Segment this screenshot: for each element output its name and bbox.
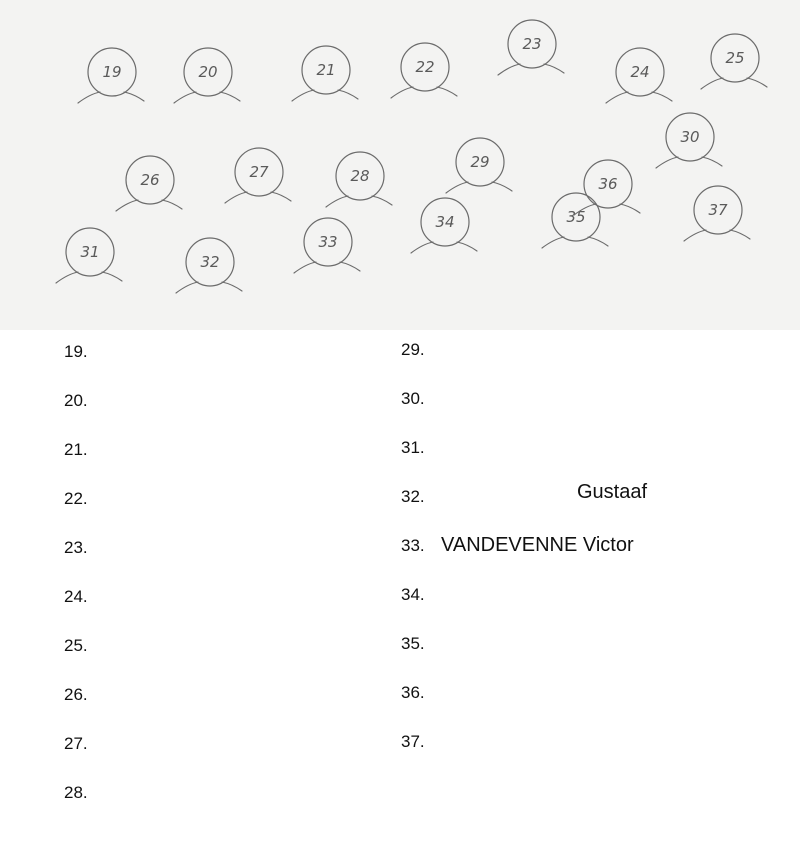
legend-entry bbox=[64, 489, 88, 509]
head-sketch-drawing bbox=[0, 0, 800, 330]
figure-number-label: 30 bbox=[680, 128, 700, 146]
figure-26 bbox=[116, 156, 182, 211]
entry-number: 32. bbox=[401, 487, 425, 506]
figure-number-label: 19 bbox=[102, 63, 122, 81]
name-legend bbox=[0, 330, 800, 846]
entry-number: 21. bbox=[64, 440, 88, 459]
figure-number-label: 31 bbox=[80, 243, 100, 261]
figure-29 bbox=[446, 138, 512, 193]
legend-entry bbox=[64, 685, 88, 705]
shoulder-lines bbox=[56, 272, 122, 283]
shoulder-lines bbox=[116, 200, 182, 211]
legend-entry bbox=[64, 636, 88, 656]
entry-number: 25. bbox=[64, 636, 88, 655]
figure-number-label: 23 bbox=[522, 35, 542, 53]
entry-number: 22. bbox=[64, 489, 88, 508]
legend-entry bbox=[401, 585, 425, 605]
entry-number: 34. bbox=[401, 585, 425, 604]
entry-number: 24. bbox=[64, 587, 88, 606]
entry-number: 35. bbox=[401, 634, 425, 653]
legend-entry bbox=[64, 783, 88, 803]
figure-33 bbox=[294, 218, 360, 273]
shoulder-lines bbox=[78, 92, 144, 103]
figure-25 bbox=[701, 34, 767, 89]
legend-entry bbox=[64, 342, 88, 362]
entry-number: 33. bbox=[401, 536, 425, 555]
entry-number: 29. bbox=[401, 340, 425, 359]
figure-34 bbox=[411, 198, 477, 253]
shoulder-lines bbox=[174, 92, 240, 103]
legend-entry bbox=[401, 534, 634, 556]
entry-name: Gustaaf bbox=[577, 481, 648, 503]
legend-entry bbox=[64, 734, 88, 754]
legend-entry bbox=[64, 587, 88, 607]
shoulder-lines bbox=[225, 192, 291, 203]
entry-number: 37. bbox=[401, 732, 425, 751]
figure-number-label: 29 bbox=[470, 153, 490, 171]
figure-21 bbox=[292, 46, 358, 101]
shoulder-lines bbox=[684, 230, 750, 241]
shoulder-lines bbox=[446, 182, 512, 193]
shoulder-lines bbox=[294, 262, 360, 273]
shoulder-lines bbox=[606, 92, 672, 103]
entry-number: 31. bbox=[401, 438, 425, 457]
legend-entry bbox=[401, 683, 425, 703]
sketch-canvas bbox=[0, 0, 800, 330]
entry-number: 23. bbox=[64, 538, 88, 557]
figure-number-label: 25 bbox=[725, 49, 745, 67]
entry-number: 26. bbox=[64, 685, 88, 704]
legend-entry bbox=[64, 538, 88, 558]
figure-37 bbox=[684, 186, 750, 241]
legend-entry bbox=[401, 340, 425, 360]
figure-number-label: 26 bbox=[140, 171, 160, 189]
shoulder-lines bbox=[498, 64, 564, 75]
shoulder-lines bbox=[701, 78, 767, 89]
shoulder-lines bbox=[176, 282, 242, 293]
figure-22 bbox=[391, 43, 457, 98]
figure-number-label: 28 bbox=[350, 167, 370, 185]
figure-number-label: 22 bbox=[415, 58, 435, 76]
figure-31 bbox=[56, 228, 122, 283]
figure-30 bbox=[656, 113, 722, 168]
legend-entry bbox=[401, 732, 425, 752]
figure-36 bbox=[574, 160, 640, 215]
figure-number-label: 21 bbox=[316, 61, 336, 79]
entry-number: 19. bbox=[64, 342, 88, 361]
figure-number-label: 36 bbox=[598, 175, 618, 193]
shoulder-lines bbox=[391, 87, 457, 98]
figure-number-label: 37 bbox=[708, 201, 728, 219]
figure-24 bbox=[606, 48, 672, 103]
figure-27 bbox=[225, 148, 291, 203]
figure-number-label: 33 bbox=[318, 233, 338, 251]
figure-number-label: 20 bbox=[198, 63, 218, 81]
legend-entry bbox=[401, 438, 425, 458]
figure-number-label: 32 bbox=[200, 253, 220, 271]
figure-19 bbox=[78, 48, 144, 103]
entry-number: 36. bbox=[401, 683, 425, 702]
entry-number: 27. bbox=[64, 734, 88, 753]
shoulder-lines bbox=[411, 242, 477, 253]
figure-number-label: 34 bbox=[435, 213, 455, 231]
shoulder-lines bbox=[326, 196, 392, 207]
entry-number: 20. bbox=[64, 391, 88, 410]
legend-entry bbox=[64, 440, 88, 460]
entry-name: VANDEVENNE Victor bbox=[441, 534, 634, 556]
legend-entry bbox=[401, 389, 425, 409]
legend-entry bbox=[401, 481, 648, 507]
figure-28 bbox=[326, 152, 392, 207]
shoulder-lines bbox=[542, 237, 608, 248]
figure-32 bbox=[176, 238, 242, 293]
entry-number: 28. bbox=[64, 783, 88, 802]
entry-number: 30. bbox=[401, 389, 425, 408]
shoulder-lines bbox=[656, 157, 722, 168]
legend-entry bbox=[401, 634, 425, 654]
figure-23 bbox=[498, 20, 564, 75]
shoulder-lines bbox=[292, 90, 358, 101]
figure-number-label: 35 bbox=[566, 208, 586, 226]
figure-20 bbox=[174, 48, 240, 103]
figure-35 bbox=[542, 193, 608, 248]
figure-number-label: 24 bbox=[630, 63, 650, 81]
legend-entry bbox=[64, 391, 88, 411]
figure-number-label: 27 bbox=[249, 163, 269, 181]
